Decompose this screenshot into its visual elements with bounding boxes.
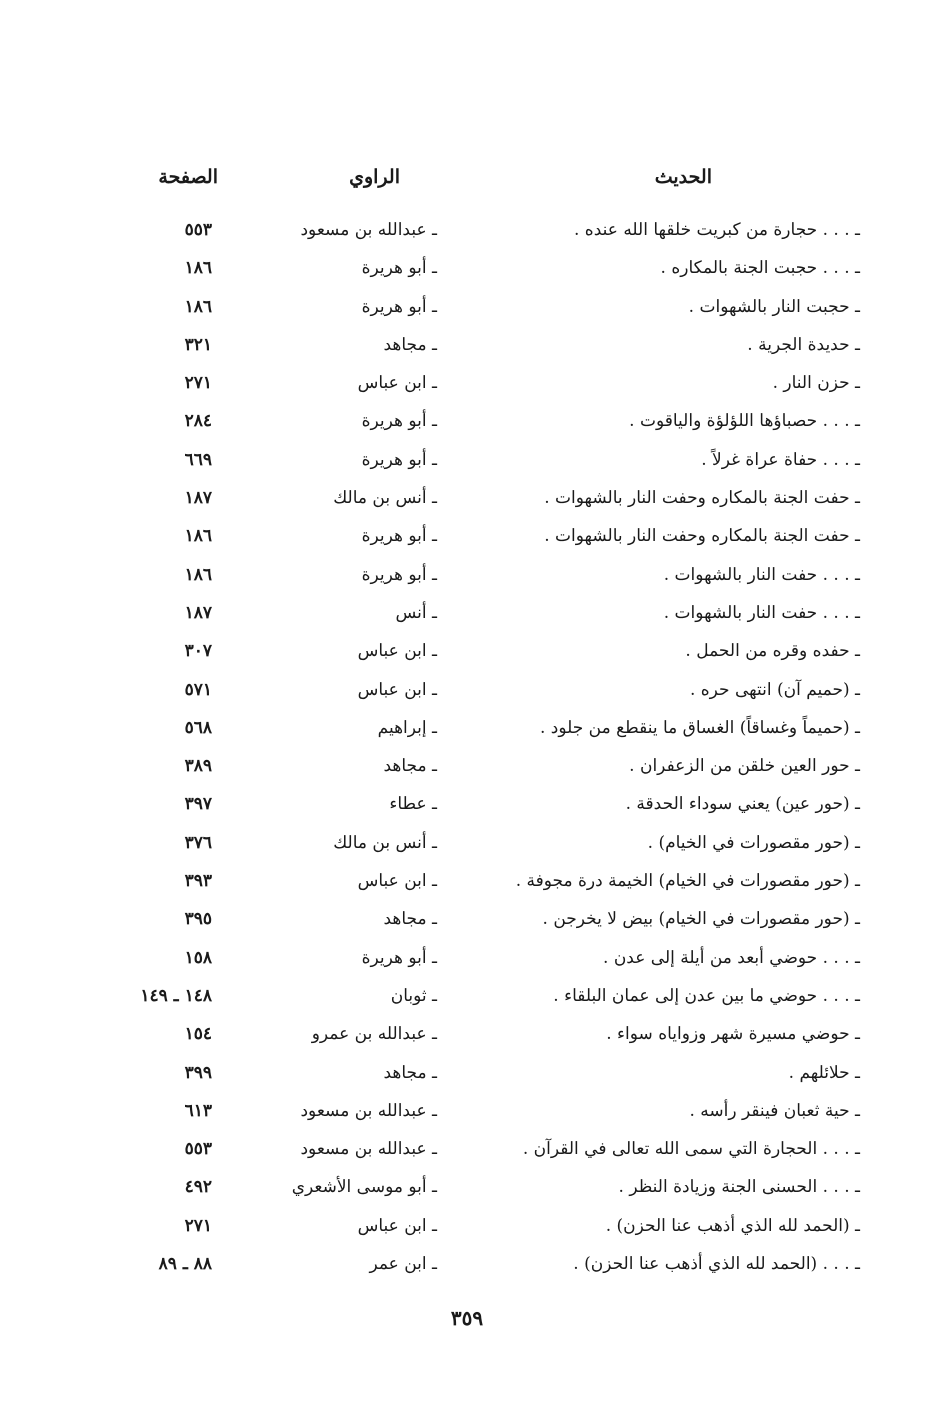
narrator-name: ـ أبو هريرة <box>361 526 437 547</box>
hadith-text: ـ . . . حجارة من كبريت خلقها الله عنده . <box>574 220 860 240</box>
page-ref: ١٥٤ <box>184 1024 212 1045</box>
table-row <box>0 597 934 635</box>
page-ref: ٤٩٢ <box>184 1177 212 1198</box>
table-row <box>0 635 934 673</box>
table-row <box>0 980 934 1018</box>
header-rawi: الراوي <box>349 166 400 188</box>
hadith-text: ـ . . . حوضي ما بين عدن إلى عمان البلقاء . <box>553 985 860 1006</box>
table-row <box>0 712 934 750</box>
page-ref: ١٥٨ <box>184 947 212 968</box>
narrator-name: ـ عطاء <box>389 794 437 815</box>
hadith-text: ـ . . . حصباؤها اللؤلؤة والياقوت . <box>629 411 860 432</box>
narrator-name: ـ مجاهد <box>383 756 437 777</box>
table-row <box>0 1210 934 1248</box>
table-row <box>0 1171 934 1209</box>
narrator-name: ـ أبو هريرة <box>361 258 437 279</box>
table-row <box>0 942 934 980</box>
narrator-name: ـ مجاهد <box>383 1062 437 1083</box>
narrator-name: ـ عبدالله بن مسعود <box>300 220 437 240</box>
hadith-text: ـ حوضي مسيرة شهر وزواياه سواء . <box>606 1024 860 1045</box>
page-ref: ٢٨٤ <box>184 411 212 432</box>
page-ref: ٨٨ ـ ٨٩ <box>158 1254 212 1275</box>
table-row <box>0 559 934 597</box>
page-ref: ٣٧٦ <box>184 832 212 853</box>
table-row <box>0 1133 934 1171</box>
page-ref: ٣٩٩ <box>184 1062 212 1083</box>
table-row <box>0 1248 934 1286</box>
table-row <box>0 444 934 482</box>
table-row <box>0 367 934 405</box>
narrator-name: ـ أبو هريرة <box>361 449 437 470</box>
page-ref: ١٨٦ <box>184 564 212 585</box>
narrator-name: ـ ابن عباس <box>357 871 437 892</box>
hadith-text: ـ (حميماً وغساقاً) الغساق ما ينقطع من جلود . <box>539 717 860 738</box>
hadith-text: ـ حور العين خلقن من الزعفران . <box>629 756 860 777</box>
narrator-name: ـ ابن عباس <box>357 679 437 700</box>
index-table <box>0 214 934 1286</box>
header-hadith: الحديث <box>654 166 712 188</box>
hadith-text: ـ حفت الجنة بالمكاره وحفت النار بالشهوات . <box>544 526 860 547</box>
table-row <box>0 520 934 558</box>
hadith-text: ـ حديدة الجرية . <box>747 334 860 355</box>
table-row <box>0 865 934 903</box>
table-row <box>0 827 934 865</box>
narrator-name: ـ عبدالله بن مسعود <box>300 1139 437 1160</box>
hadith-text: ـ حية ثعبان فينقر رأسه . <box>689 1100 860 1121</box>
narrator-name: ـ أنس بن مالك <box>333 832 437 853</box>
hadith-text: ـ . . . حفاة عراة غرلاً . <box>701 449 860 470</box>
hadith-text: ـ (حور مقصورات في الخيام) بيض لا يخرجن . <box>542 909 860 930</box>
hadith-text: ـ . . . حجبت الجنة بالمكاره . <box>660 258 860 279</box>
table-row <box>0 405 934 443</box>
narrator-name: ـ ابن عباس <box>357 373 437 394</box>
hadith-text: ـ (حور مقصورات في الخيام) الخيمة درة مجوفة . <box>515 871 860 892</box>
table-row <box>0 214 934 252</box>
header-page: الصفحة <box>158 166 218 188</box>
hadith-text: ـ . . . حفت النار بالشهوات . <box>663 602 860 623</box>
page-ref: ١٤٨ ـ ١٤٩ <box>140 985 212 1006</box>
table-row <box>0 750 934 788</box>
column-headers <box>0 166 934 200</box>
hadith-text: ـ (الحمد لله الذي أذهب عنا الحزن) . <box>605 1215 860 1236</box>
page-ref: ١٨٧ <box>184 488 212 509</box>
narrator-name: ـ أبو هريرة <box>361 296 437 317</box>
page-ref: ١٨٧ <box>184 602 212 623</box>
table-row <box>0 1057 934 1095</box>
page-number: ٣٥٩ <box>450 1306 484 1330</box>
table-row <box>0 482 934 520</box>
table-row <box>0 788 934 826</box>
page-ref: ٢٧١ <box>184 373 212 394</box>
table-row <box>0 329 934 367</box>
narrator-name: ـ أبو موسى الأشعري <box>291 1177 437 1198</box>
hadith-text: ـ حفده وقره من الحمل . <box>685 641 860 662</box>
hadith-text: ـ حلائلهم . <box>788 1062 860 1083</box>
page-ref: ١٨٦ <box>184 526 212 547</box>
hadith-text: ـ . . . حوضي أبعد من أيلة إلى عدن . <box>603 947 860 968</box>
table-row <box>0 674 934 712</box>
page-ref: ٣٠٧ <box>184 641 212 662</box>
table-row <box>0 291 934 329</box>
narrator-name: ـ ثوبان <box>390 985 437 1006</box>
narrator-name: ـ أنس <box>395 602 437 623</box>
table-row <box>0 1018 934 1056</box>
page-ref: ٢٧١ <box>184 1215 212 1236</box>
narrator-name: ـ مجاهد <box>383 909 437 930</box>
page-ref: ٣٩٧ <box>184 794 212 815</box>
narrator-name: ـ أبو هريرة <box>361 411 437 432</box>
page-ref: ٣٩٥ <box>184 909 212 930</box>
narrator-name: ـ أبو هريرة <box>361 947 437 968</box>
hadith-text: ـ (حميم آن) انتهى حره . <box>689 679 860 700</box>
narrator-name: ـ إبراهيم <box>377 717 437 738</box>
hadith-text: ـ (حور مقصورات في الخيام) . <box>647 832 860 853</box>
page-ref: ٥٦٨ <box>184 717 212 738</box>
page-ref: ٥٥٣ <box>184 220 212 240</box>
hadith-text: ـ . . . (الحمد لله الذي أذهب عنا الحزن) . <box>573 1254 860 1275</box>
hadith-text: ـ . . . حفت النار بالشهوات . <box>663 564 860 585</box>
narrator-name: ـ ابن عباس <box>357 641 437 662</box>
hadith-text: ـ حزن النار . <box>772 373 860 394</box>
page-ref: ٦١٣ <box>184 1100 212 1121</box>
page-ref: ٣٩٣ <box>184 871 212 892</box>
narrator-name: ـ ابن عمر <box>369 1254 437 1275</box>
hadith-text: ـ حجبت النار بالشهوات . <box>688 296 860 317</box>
page-ref: ٥٧١ <box>184 679 212 700</box>
table-row <box>0 1095 934 1133</box>
hadith-text: ـ . . . الحجارة التي سمى الله تعالى في القرآن . <box>522 1139 860 1160</box>
hadith-text: ـ (حور عين) يعني سوداء الحدقة . <box>625 794 860 815</box>
page-ref: ٣٢١ <box>184 334 212 355</box>
hadith-text: ـ . . . الحسنى الجنة وزيادة النظر . <box>618 1177 860 1198</box>
narrator-name: ـ ابن عباس <box>357 1215 437 1236</box>
page-ref: ٦٦٩ <box>184 449 212 470</box>
hadith-text: ـ حفت الجنة بالمكاره وحفت النار بالشهوات . <box>544 488 860 509</box>
narrator-name: ـ مجاهد <box>383 334 437 355</box>
narrator-name: ـ عبدالله بن مسعود <box>300 1100 437 1121</box>
narrator-name: ـ أنس بن مالك <box>333 488 437 509</box>
page-ref: ٣٨٩ <box>184 756 212 777</box>
narrator-name: ـ أبو هريرة <box>361 564 437 585</box>
narrator-name: ـ عبدالله بن عمرو <box>311 1024 437 1045</box>
page-ref: ٥٥٣ <box>184 1139 212 1160</box>
table-row <box>0 252 934 290</box>
page-ref: ١٨٦ <box>184 296 212 317</box>
table-row <box>0 903 934 941</box>
page-ref: ١٨٦ <box>184 258 212 279</box>
